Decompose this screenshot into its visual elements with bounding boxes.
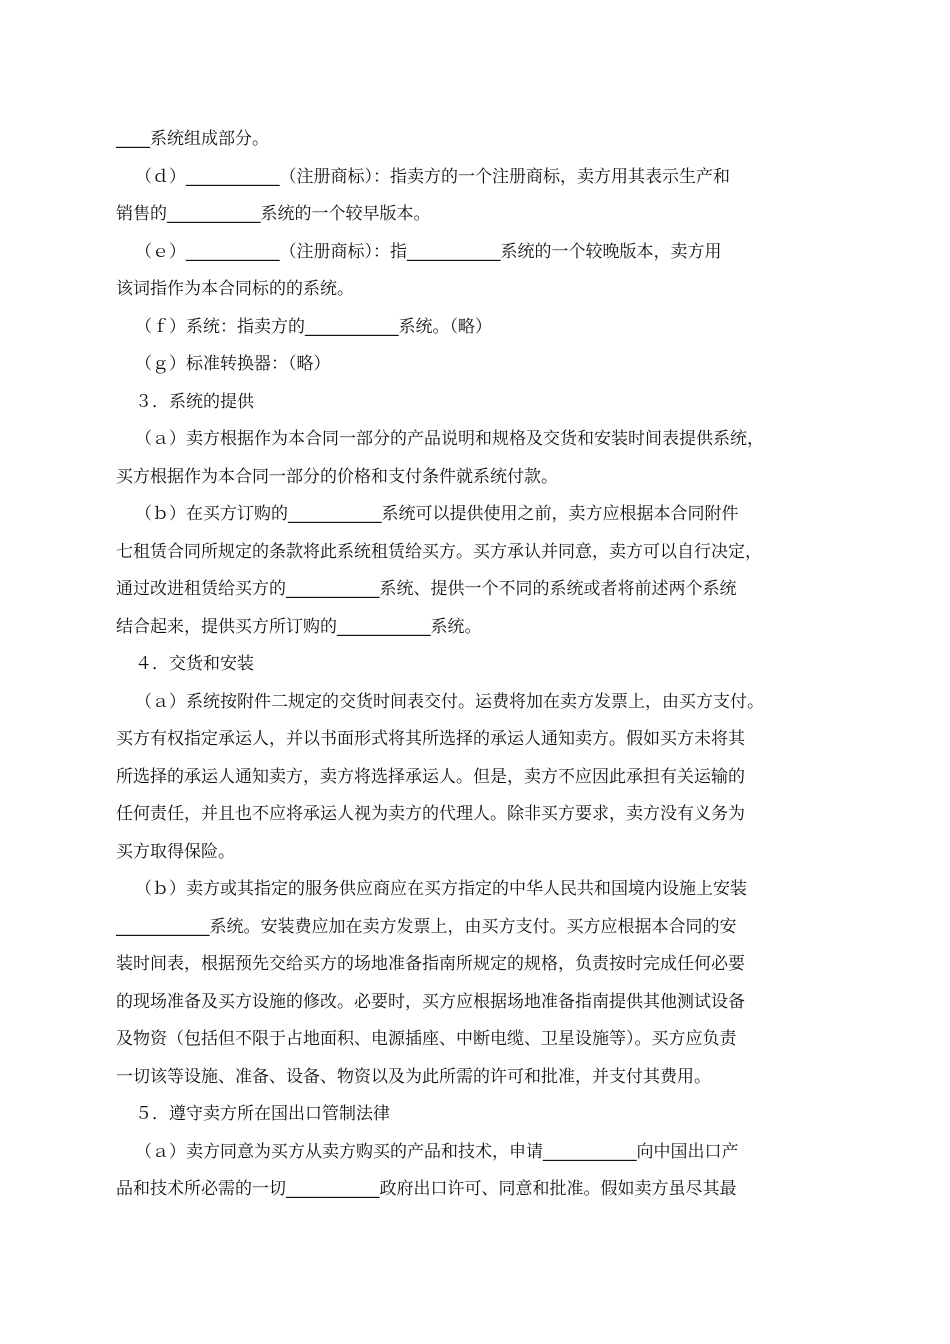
text-line: 结合起来，提供买方所订购的___________系统。 <box>116 616 482 637</box>
text-line: （ａ）卖方根据作为本合同一部分的产品说明和规格及交货和安装时间表提供系统， <box>135 429 764 449</box>
text-line: （ｆ）系统：指卖方的___________系统。（略） <box>135 316 492 337</box>
document-body <box>116 121 838 1209</box>
text-line: （ａ）卖方同意为买方从卖方购买的产品和技术，申请___________向中国出口产 <box>135 1141 739 1162</box>
section-heading: ３．系统的提供 <box>135 391 254 412</box>
text-line: 一切该等设施、准备、设备、物资以及为此所需的许可和批准，并支付其费用。 <box>116 1066 711 1087</box>
text-line: （ｂ）卖方或其指定的服务供应商应在买方指定的中华人民共和国境内设施上安装 <box>135 879 747 899</box>
section-heading: ５．遵守卖方所在国出口管制法律 <box>135 1104 390 1124</box>
text-line: 买方取得保险。 <box>116 841 235 862</box>
text-line: 七租赁合同所规定的条款将此系统租赁给买方。买方承认并同意，卖方可以自行决定， <box>116 541 762 562</box>
section-heading: ４．交货和安装 <box>135 654 254 674</box>
text-line: （ａ）系统按附件二规定的交货时间表交付。运费将加在卖方发票上，由买方支付。 <box>135 691 764 712</box>
text-line: 及物资（包括但不限于占地面积、电源插座、中断电缆、卫星设施等）。买方应负责 <box>116 1029 737 1049</box>
text-line: 装时间表，根据预先交给买方的场地准备指南所规定的规格，负责按时完成任何必要 <box>116 954 745 974</box>
text-line: 买方有权指定承运人，并以书面形式将其所选择的承运人通知卖方。假如买方未将其 <box>116 729 745 749</box>
text-line: （ｂ）在买方订购的___________系统可以提供使用之前，卖方应根据本合同附件 <box>135 504 739 524</box>
text-line: （ｇ）标准转换器：（略） <box>135 354 331 374</box>
text-line: 任何责任，并且也不应将承运人视为卖方的代理人。除非买方要求，卖方没有义务为 <box>116 804 745 824</box>
text-line: 通过改进租赁给买方的___________系统、提供一个不同的系统或者将前述两个系统 <box>116 579 737 599</box>
text-line: ___________系统。安装费应加在卖方发票上，由买方支付。买方应根据本合同的安 <box>116 916 737 937</box>
text-line: （ｄ）___________（注册商标）：指卖方的一个注册商标，卖方用其表示生产和 <box>135 166 730 187</box>
text-line: 所选择的承运人通知卖方，卖方将选择承运人。但是，卖方不应因此承担有关运输的 <box>116 766 745 787</box>
text-line: 该词指作为本合同标的的系统。 <box>116 279 354 299</box>
text-line: 品和技术所必需的一切___________政府出口许可、同意和批准。假如卖方虽尽其最 <box>116 1179 737 1199</box>
text-line: 的现场准备及买方设施的修改。必要时，买方应根据场地准备指南提供其他测试设备 <box>116 991 745 1012</box>
text-line: 买方根据作为本合同一部分的价格和支付条件就系统付款。 <box>116 466 558 487</box>
text-line: 销售的___________系统的一个较早版本。 <box>116 204 431 224</box>
text-line: ____系统组成部分。 <box>116 129 269 149</box>
text-line: （ｅ）___________（注册商标）：指___________系统的一个较晚版本，卖方用 <box>135 241 722 262</box>
